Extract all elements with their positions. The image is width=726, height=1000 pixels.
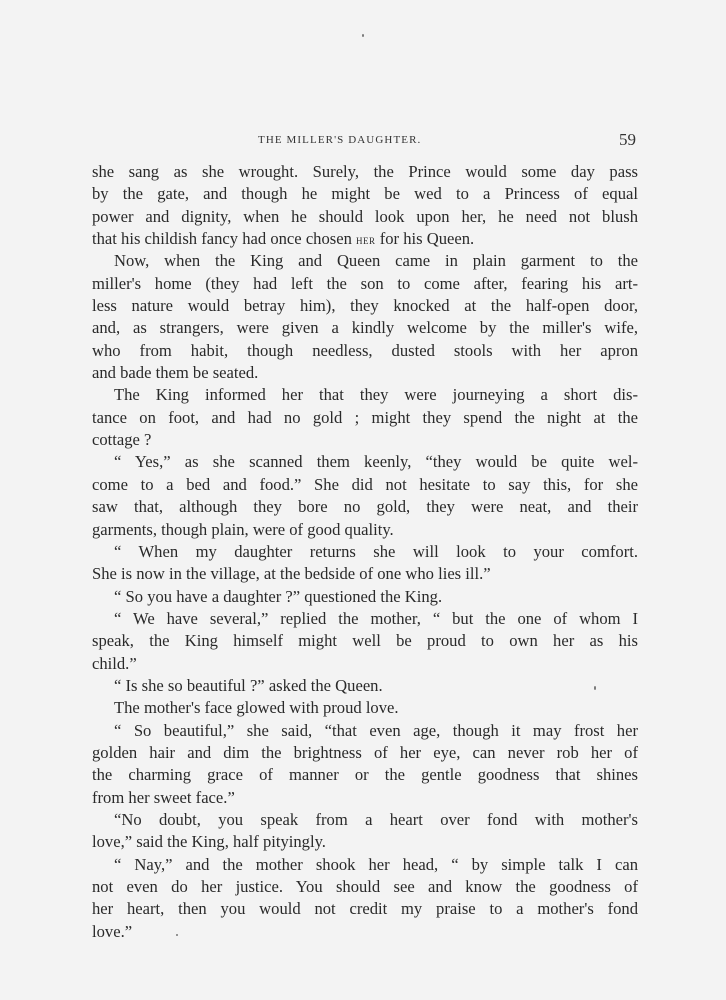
text-line: love,” said the King, half pityingly. bbox=[92, 832, 326, 852]
text-line: “ So you have a daughter ?” questioned the King. bbox=[114, 586, 443, 606]
small-caps-emphasis: her bbox=[356, 232, 376, 248]
text-line: “ So beautiful,” she said, “that even age, though it may frost her bbox=[114, 720, 638, 740]
text-line: Now, when the King and Queen came in plain garment to the bbox=[114, 251, 638, 271]
text-line: she sang as she wrought. Surely, the Prince would some day pass bbox=[92, 162, 638, 181]
text-line: her heart, then you would not credit my praise to a mother's fond bbox=[92, 899, 638, 919]
text-line: cottage ? bbox=[92, 430, 152, 450]
text-line: who from habit, though needless, dusted stools with her apron bbox=[92, 340, 638, 360]
scan-speck bbox=[362, 34, 364, 37]
text-line: and bade them be seated. bbox=[92, 363, 259, 383]
text-line: She is now in the village, at the bedside of one who lies ill.” bbox=[92, 564, 491, 584]
text-line: power and dignity, when he should look upon her, he need not blush bbox=[92, 206, 638, 226]
text-line: child.” bbox=[92, 653, 137, 673]
text-fragment: for his Queen. bbox=[375, 229, 475, 249]
text-line: saw that, although they bore no gold, they were neat, and their bbox=[92, 497, 638, 517]
text-line: golden hair and dim the brightness of her eye, can never rob her of bbox=[92, 742, 638, 762]
text-line: come to a bed and food.” She did not hesitate to say this, for she bbox=[92, 474, 638, 494]
text-line: from her sweet face.” bbox=[92, 787, 235, 807]
text-line: garments, though plain, were of good quality. bbox=[92, 519, 394, 539]
text-line: less nature would betray him), they knocked at the half-open door, bbox=[92, 296, 638, 316]
text-line: “ Nay,” and the mother shook her head, “ by simple talk I can bbox=[114, 854, 638, 874]
text-line: speak, the King himself might well be proud to own her as his bbox=[92, 631, 638, 651]
text-line: the charming grace of manner or the gentle goodness that shines bbox=[92, 765, 638, 785]
running-title: THE MILLER'S DAUGHTER. bbox=[258, 134, 422, 146]
running-head bbox=[92, 130, 638, 154]
text-line: “ Yes,” as she scanned them keenly, “they would be quite wel- bbox=[114, 452, 638, 472]
text-line: miller's home (they had left the son to come after, fearing his art- bbox=[92, 273, 638, 293]
text-line: The King informed her that they were journeying a short dis- bbox=[114, 385, 638, 405]
text-line: “No doubt, you speak from a heart over fond with mother's bbox=[114, 809, 638, 829]
text-line: love.” bbox=[92, 921, 133, 941]
text-line: “ Is she so beautiful ?” asked the Queen. bbox=[114, 675, 383, 695]
text-line: not even do her justice. You should see and know the goodness of bbox=[92, 877, 638, 896]
text-line: “ When my daughter returns she will look to your comfort. bbox=[114, 541, 638, 561]
text-line: and, as strangers, were given a kindly welcome by the miller's wife, bbox=[92, 318, 638, 338]
body-text bbox=[92, 161, 638, 943]
text-line bbox=[92, 228, 638, 250]
text-line: “ We have several,” replied the mother, “ but the one of whom I bbox=[114, 608, 638, 628]
text-line: The mother's face glowed with proud love. bbox=[114, 698, 399, 718]
text-line: tance on foot, and had no gold ; might they spend the night at the bbox=[92, 407, 638, 427]
page-number: 59 bbox=[619, 130, 636, 149]
text-line: by the gate, and though he might be wed to a Princess of equal bbox=[92, 184, 638, 204]
text-fragment: that his childish fancy had once chosen bbox=[92, 229, 357, 249]
